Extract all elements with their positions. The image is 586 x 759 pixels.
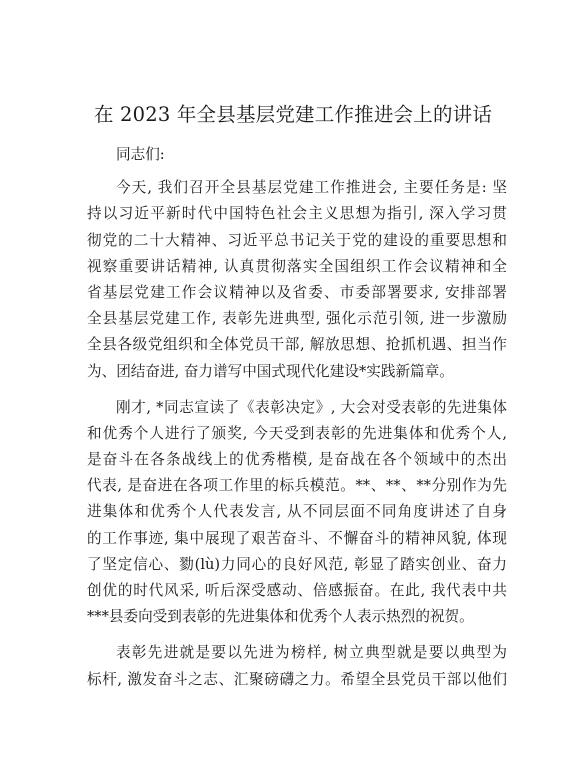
paragraph-line: 创优的时代风采, 听后深受感动、倍感振奋。在此, 我代表中共 [87, 582, 507, 599]
paragraph-line: 刚才, *同志宣读了《表彰决定》, 大会对受表彰的先进集体 [116, 398, 507, 416]
paragraph-line: 的工作事迹, 集中展现了艰苦奋斗、不懈奋斗的精神风貌, 体现 [87, 529, 507, 547]
paragraph-line: 省基层党建工作会议精神以及省委、市委部署要求, 安排部署 [87, 283, 507, 301]
paragraph-line: 全县基层党建工作, 表彰先进典型, 强化示范引领, 进一步激励 [87, 310, 507, 328]
paragraph-1 [87, 175, 507, 385]
paragraph-line: 视察重要讲话精神, 认真贯彻落实全国组织工作会议精神和全 [87, 257, 507, 275]
document-body [87, 142, 507, 693]
paragraph-line: 了坚定信心、勠(lù)力同心的良好风范, 彰显了踏实创业、奋力 [87, 555, 507, 573]
paragraph-line: 表彰先进就是要以先进为榜样, 树立典型就是要以典型为 [116, 644, 507, 662]
paragraph-2 [87, 395, 507, 631]
salutation: 同志们: [116, 146, 165, 163]
paragraph-line: 是奋斗在各条战线上的优秀楷模, 是奋战在各个领域中的杰出 [87, 451, 507, 469]
paragraph-line: 今天, 我们召开全县基层党建工作推进会, 主要任务是: 坚 [116, 179, 507, 197]
paragraph-3 [87, 640, 507, 692]
paragraph-line: 代表, 是奋进在各项工作里的标兵模范。**、**、**分别作为先 [87, 477, 507, 495]
paragraph-line: 持以习近平新时代中国特色社会主义思想为指引, 深入学习贯 [87, 205, 507, 223]
paragraph-line: 彻党的二十大精神、习近平总书记关于党的建设的重要思想和 [87, 231, 507, 249]
paragraph-line: 为、团结奋进, 奋力谱写中国式现代化建设*实践新篇章。 [87, 362, 454, 380]
paragraph-line: ***县委向受到表彰的先进集体和优秀个人表示热烈的祝贺。 [87, 608, 474, 626]
paragraph-line: 标杆, 激发奋斗之志、汇聚磅礴之力。希望全县党员干部以他们 [87, 670, 507, 688]
document-title: 在 2023 年全县基层党建工作推进会上的讲话 [93, 103, 493, 126]
paragraph-line: 和优秀个人进行了颁奖, 今天受到表彰的先进集体和优秀个人, [87, 424, 507, 442]
paragraph-line: 全县各级党组织和全体党员干部, 解放思想、抢抓机遇、担当作 [87, 336, 507, 354]
paragraph-line: 进集体和优秀个人代表发言, 从不同层面不同角度讲述了自身 [87, 503, 507, 521]
